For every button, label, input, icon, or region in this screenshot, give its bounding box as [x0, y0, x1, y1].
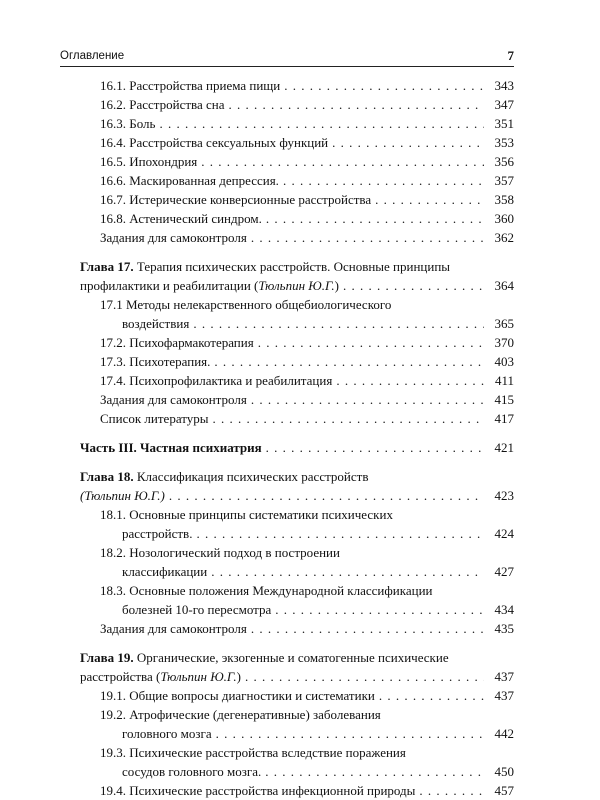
- toc-entry-19-2-cont[interactable]: головного мозга . . . 442: [80, 724, 514, 743]
- toc-entry-17-4[interactable]: 17.4. Психопрофилактика и реабилитация . . . 411: [80, 371, 514, 390]
- toc-entry-19-2[interactable]: 19.2. Атрофические (дегенеративные) заболевания: [100, 707, 381, 722]
- toc-entry-18-tasks[interactable]: Задания для самоконтроля . . . 435: [80, 619, 514, 638]
- header-title: Оглавление: [60, 50, 125, 62]
- toc-entry-17-tasks[interactable]: Задания для самоконтроля . . . 415: [80, 390, 514, 409]
- toc-entry-19-4[interactable]: 19.4. Психические расстройства инфекционной природы . . . 457: [80, 781, 514, 800]
- toc-entry-19-3-cont[interactable]: сосудов головного мозга. . . . 450: [80, 762, 514, 781]
- toc-entry-16-7[interactable]: 16.7. Истерические конверсионные расстройства . . . 358: [80, 190, 514, 209]
- toc-entry-18-2[interactable]: 18.2. Нозологический подход в построении: [100, 545, 340, 560]
- toc-entry-17-1[interactable]: 17.1 Методы нелекарственного общебиологического: [100, 297, 392, 312]
- toc-entry-16-5[interactable]: 16.5. Ипохондрия . . . 356: [80, 152, 514, 171]
- toc-entry-18-2-cont[interactable]: классификации . . . 427: [80, 562, 514, 581]
- toc-entry-18-1-cont[interactable]: расстройств. . . . 424: [80, 524, 514, 543]
- author: Тюльпин Ю.Г.: [258, 278, 335, 293]
- toc-entry-16-2[interactable]: 16.2. Расстройства сна . . . 347: [80, 95, 514, 114]
- toc-chapter-19[interactable]: Глава 19. Органические, экзогенные и соматогенные психические: [80, 650, 449, 665]
- chapter-label: Глава 18.: [80, 469, 134, 484]
- toc-entry-16-4[interactable]: 16.4. Расстройства сексуальных функций . . . 353: [80, 133, 514, 152]
- toc-part-3[interactable]: Часть III. Частная психиатрия . . . 421: [80, 438, 514, 457]
- author: (Тюльпин Ю.Г.): [80, 488, 165, 503]
- toc-entry-19-1[interactable]: 19.1. Общие вопросы диагностики и систематики . . . 437: [80, 686, 514, 705]
- toc-entry-16-8[interactable]: 16.8. Астенический синдром. . . . 360: [80, 209, 514, 228]
- header-page-number: 7: [507, 48, 514, 63]
- chapter-label: Глава 19.: [80, 650, 134, 665]
- toc-entry-19-3[interactable]: 19.3. Психические расстройства вследствие поражения: [100, 745, 406, 760]
- toc-chapter-19-cont[interactable]: расстройства (Тюльпин Ю.Г.) . . . 437: [80, 667, 514, 686]
- toc-entry-18-3[interactable]: 18.3. Основные положения Международной классификации: [100, 583, 433, 598]
- toc-entry-17-2[interactable]: 17.2. Психофармакотерапия . . . 370: [80, 333, 514, 352]
- chapter-label: Глава 17.: [80, 259, 134, 274]
- table-of-contents: [80, 76, 514, 800]
- toc-entry-17-literature[interactable]: Список литературы . . . 417: [80, 409, 514, 428]
- toc-entry-16-6[interactable]: 16.6. Маскированная депрессия. . . . 357: [80, 171, 514, 190]
- toc-entry-16-1[interactable]: 16.1. Расстройства приема пищи . . . 343: [80, 76, 514, 95]
- author: Тюльпин Ю.Г.: [160, 669, 237, 684]
- toc-entry-17-3[interactable]: 17.3. Психотерапия. . . . 403: [80, 352, 514, 371]
- toc-chapter-18-cont[interactable]: (Тюльпин Ю.Г.) . . . 423: [80, 486, 514, 505]
- toc-chapter-18[interactable]: Глава 18. Классификация психических расстройств: [80, 469, 369, 484]
- toc-entry-18-1[interactable]: 18.1. Основные принципы систематики психических: [100, 507, 393, 522]
- toc-entry-16-tasks[interactable]: Задания для самоконтроля . . . 362: [80, 228, 514, 247]
- toc-entry-17-1-cont[interactable]: воздействия . . . 365: [80, 314, 514, 333]
- toc-entry-18-3-cont[interactable]: болезней 10-го пересмотра . . . 434: [80, 600, 514, 619]
- toc-chapter-17-cont[interactable]: профилактики и реабилитации (Тюльпин Ю.Г.) . . . 364: [80, 276, 514, 295]
- toc-chapter-17[interactable]: Глава 17. Терапия психических расстройств. Основные принципы: [80, 259, 451, 274]
- running-header: [60, 48, 514, 67]
- toc-entry-16-3[interactable]: 16.3. Боль . . . 351: [80, 114, 514, 133]
